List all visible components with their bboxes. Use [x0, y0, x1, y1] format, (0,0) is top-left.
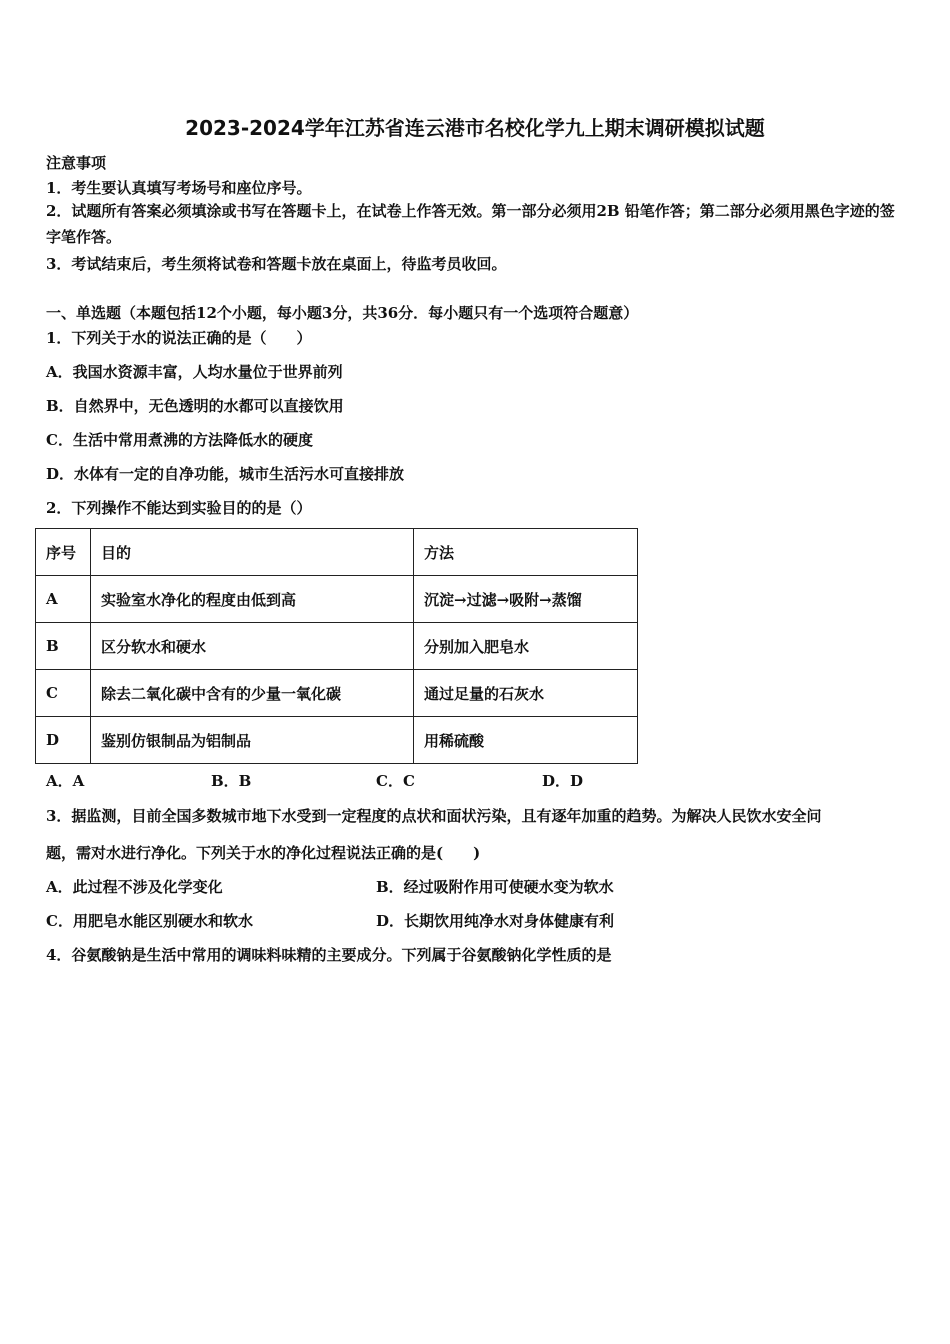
exam-title: 2023-2024学年江苏省连云港市名校化学九上期末调研模拟试题	[185, 116, 765, 140]
q3-option-c: C．用肥皂水能区别硬水和软水	[46, 912, 253, 930]
table-row	[36, 576, 638, 623]
table-cell: 实验室水净化的程度由低到高	[91, 576, 414, 623]
table-cell: 沉淀→过滤→吸附→蒸馏	[414, 576, 638, 623]
notice-heading: 注意事项	[46, 154, 107, 172]
table-row	[36, 623, 638, 670]
q2-option-d: D．D	[542, 772, 584, 790]
notice-item-1: 1．考生要认真填写考场号和座位序号。	[46, 179, 312, 197]
q4-stem: 4．谷氨酸钠是生活中常用的调味料味精的主要成分。下列属于谷氨酸钠化学性质的是	[46, 946, 612, 964]
q1-option-a: A．我国水资源丰富，人均水量位于世界前列	[46, 363, 343, 381]
q1-stem: 1．下列关于水的说法正确的是（ ）	[46, 329, 312, 347]
q2-option-c: C．C	[376, 772, 415, 790]
section-heading: 一、单选题（本题包括12个小题，每小题3分，共36分．每小题只有一个选项符合题意）	[46, 304, 639, 322]
table-header-cell: 方法	[414, 529, 638, 576]
q1-option-b: B．自然界中，无色透明的水都可以直接饮用	[46, 397, 344, 415]
table-cell: C	[36, 670, 91, 717]
table-header-cell: 目的	[91, 529, 414, 576]
q3-option-b: B．经过吸附作用可使硬水变为软水	[376, 878, 614, 896]
table-cell: D	[36, 717, 91, 764]
table-cell: 鉴别仿银制品为铝制品	[91, 717, 414, 764]
notice-item-2: 2．试题所有答案必须填涂或书写在答题卡上，在试卷上作答无效。第一部分必须用2B 铅笔作答；第二部分必须用黑色字迹的签字笔作答。	[46, 202, 895, 246]
table-row	[36, 670, 638, 717]
q2-option-b: B．B	[211, 772, 252, 790]
table-cell: 通过足量的石灰水	[414, 670, 638, 717]
q2-table	[35, 528, 638, 764]
table-header-cell: 序号	[36, 529, 91, 576]
q2-option-a: A．A	[46, 772, 85, 790]
table-cell: B	[36, 623, 91, 670]
q1-option-c: C．生活中常用煮沸的方法降低水的硬度	[46, 431, 313, 449]
q3-stem-line-2: 题，需对水进行净化。下列关于水的净化过程说法正确的是( )	[46, 844, 481, 862]
q3-option-d: D．长期饮用纯净水对身体健康有利	[376, 912, 615, 930]
q1-option-d: D．水体有一定的自净功能，城市生活污水可直接排放	[46, 465, 405, 483]
table-row	[36, 717, 638, 764]
table-cell: 除去二氧化碳中含有的少量一氧化碳	[91, 670, 414, 717]
notice-item-3: 3．考试结束后，考生须将试卷和答题卡放在桌面上，待监考员收回。	[46, 255, 507, 273]
q3-option-a: A．此过程不涉及化学变化	[46, 878, 223, 896]
table-cell: A	[36, 576, 91, 623]
table-header-row	[36, 529, 638, 576]
q2-stem: 2．下列操作不能达到实验目的的是（）	[46, 499, 312, 517]
table-cell: 分别加入肥皂水	[414, 623, 638, 670]
q3-stem-line-1: 3．据监测，目前全国多数城市地下水受到一定程度的点状和面状污染，且有逐年加重的趋势。为解决人民饮水安全问	[46, 807, 822, 825]
table-cell: 用稀硫酸	[414, 717, 638, 764]
table-cell: 区分软水和硬水	[91, 623, 414, 670]
